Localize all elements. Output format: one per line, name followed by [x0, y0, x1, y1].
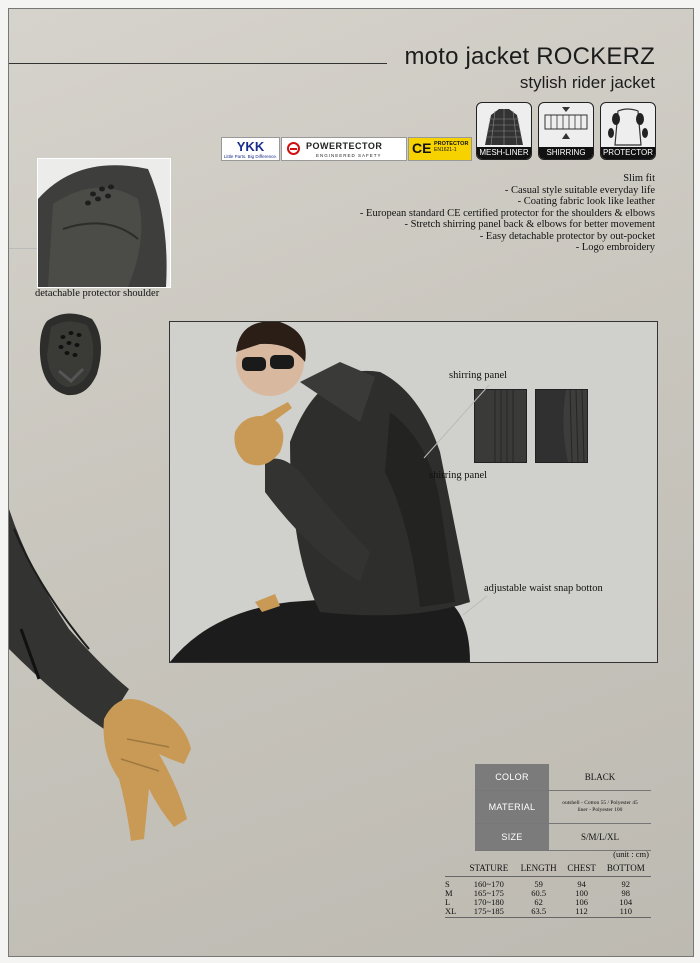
powertector-mark-icon: [287, 142, 300, 155]
stature-cell: 175~185: [463, 907, 515, 918]
feature-item: - Coating fabric look like leather: [517, 196, 655, 207]
bottom-cell: 104: [619, 897, 633, 907]
waist-pointer: [461, 595, 489, 617]
waist-snap-caption: adjustable waist snap botton: [484, 583, 603, 594]
catalog-page: [8, 8, 694, 957]
ykk-tagline: Little Parts. Big Difference.: [223, 154, 278, 159]
product-title: moto jacket ROCKERZ: [404, 43, 655, 70]
size-value: S/M/L/XL: [549, 824, 651, 851]
size-chart-header: [445, 861, 651, 877]
col-chest: CHEST: [563, 861, 601, 877]
main-model-photo: [169, 321, 658, 663]
powertector-tagline: ENGINEERED SAFETY: [316, 153, 382, 158]
chest-cell: 106: [575, 897, 588, 907]
bottom-cell: 98: [621, 888, 631, 898]
ce-standard: EN1621-1: [434, 147, 457, 153]
ce-protector-logo: [408, 137, 472, 161]
color-label: COLOR: [475, 764, 549, 791]
material-value: [549, 791, 651, 824]
stature-cell: 160~170: [473, 879, 504, 889]
shoulder-caption: detachable protector shoulder: [35, 288, 160, 299]
ykk-logo: [221, 137, 280, 161]
model-photo-art: [170, 322, 657, 662]
color-value: BLACK: [549, 764, 651, 791]
shirring-panel-caption-top: shirring panel: [449, 370, 508, 381]
feature-item: - European standard CE certified protector for the shoulders & elbows: [359, 207, 655, 219]
feature-item: Slim fit: [623, 173, 655, 184]
badge-label: MESH-LINER: [477, 147, 531, 159]
chest-cell: 94: [577, 879, 586, 889]
badge-shirring: [538, 102, 594, 160]
spec-row-material: [475, 791, 651, 824]
inset-2-art: [536, 390, 587, 462]
product-subtitle: stylish rider jacket: [519, 73, 655, 92]
shirring-inset-2: [535, 389, 588, 463]
spec-row-size: [475, 824, 651, 851]
size-cell: XL: [445, 907, 463, 918]
table-row: [445, 907, 651, 918]
header-rule: [9, 63, 387, 64]
stature-cell: 170~180: [473, 897, 504, 907]
chest-cell: 112: [563, 907, 601, 918]
badge-label: SHIRRING: [539, 147, 593, 159]
material-line: outshell - Cotton 55 / Polyester 45: [562, 800, 638, 806]
feature-item: - Logo embroidery: [575, 242, 655, 253]
shirring-icon: [539, 105, 593, 149]
col-length: LENGTH: [515, 861, 563, 877]
powertector-name: POWERTECTOR: [306, 141, 383, 151]
size-label: SIZE: [475, 824, 549, 851]
badge-protector: [600, 102, 656, 160]
badge-mesh-liner: [476, 102, 532, 160]
bottom-cell: 92: [621, 879, 631, 889]
feature-item: - Easy detachable protector by out-pocket: [479, 230, 655, 242]
feature-list: [360, 173, 655, 254]
shirring-pointer-top: [414, 383, 494, 463]
size-cell: L: [445, 897, 451, 907]
ykk-name: YKK: [236, 139, 265, 154]
protector-icon: [601, 105, 655, 149]
feature-item: - Casual style suitable everyday life: [504, 184, 655, 196]
ce-text: [434, 141, 469, 153]
bottom-cell: 110: [601, 907, 651, 918]
size-cell: M: [445, 888, 453, 898]
shirring-panel-caption-mid: shirring panel: [429, 470, 488, 481]
size-chart-table: [445, 861, 651, 918]
shoulder-photo-art: [38, 159, 170, 287]
unit-note: (unit : cm): [613, 849, 649, 859]
length-cell: 63.5: [515, 907, 563, 918]
badge-label: PROTECTOR: [602, 148, 654, 157]
material-line: liner - Polyester 100: [577, 807, 623, 813]
size-col-blank: [445, 861, 463, 877]
col-bottom: BOTTOM: [601, 861, 651, 877]
chest-cell: 100: [575, 888, 588, 898]
shoulder-pointer-line: [9, 248, 37, 249]
length-cell: 62: [534, 897, 543, 907]
col-stature: STATURE: [463, 861, 515, 877]
length-cell: 59: [534, 879, 543, 889]
size-cell: S: [445, 879, 450, 889]
material-label: MATERIAL: [475, 791, 549, 824]
sleeve-glove-photo: [9, 509, 209, 849]
ce-label: PROTECTOR: [434, 141, 469, 147]
ce-mark: CE: [412, 140, 432, 156]
shoulder-protector-pad: [37, 309, 109, 401]
feature-item: - Stretch shirring panel back & elbows for better movement: [404, 219, 655, 230]
spec-row-color: [475, 764, 651, 791]
shoulder-detail-photo: [37, 158, 171, 288]
spec-table: [475, 764, 651, 851]
mesh-liner-icon: [477, 105, 531, 149]
powertector-logo: [281, 137, 407, 161]
length-cell: 60.5: [531, 888, 547, 898]
stature-cell: 165~175: [473, 888, 504, 898]
